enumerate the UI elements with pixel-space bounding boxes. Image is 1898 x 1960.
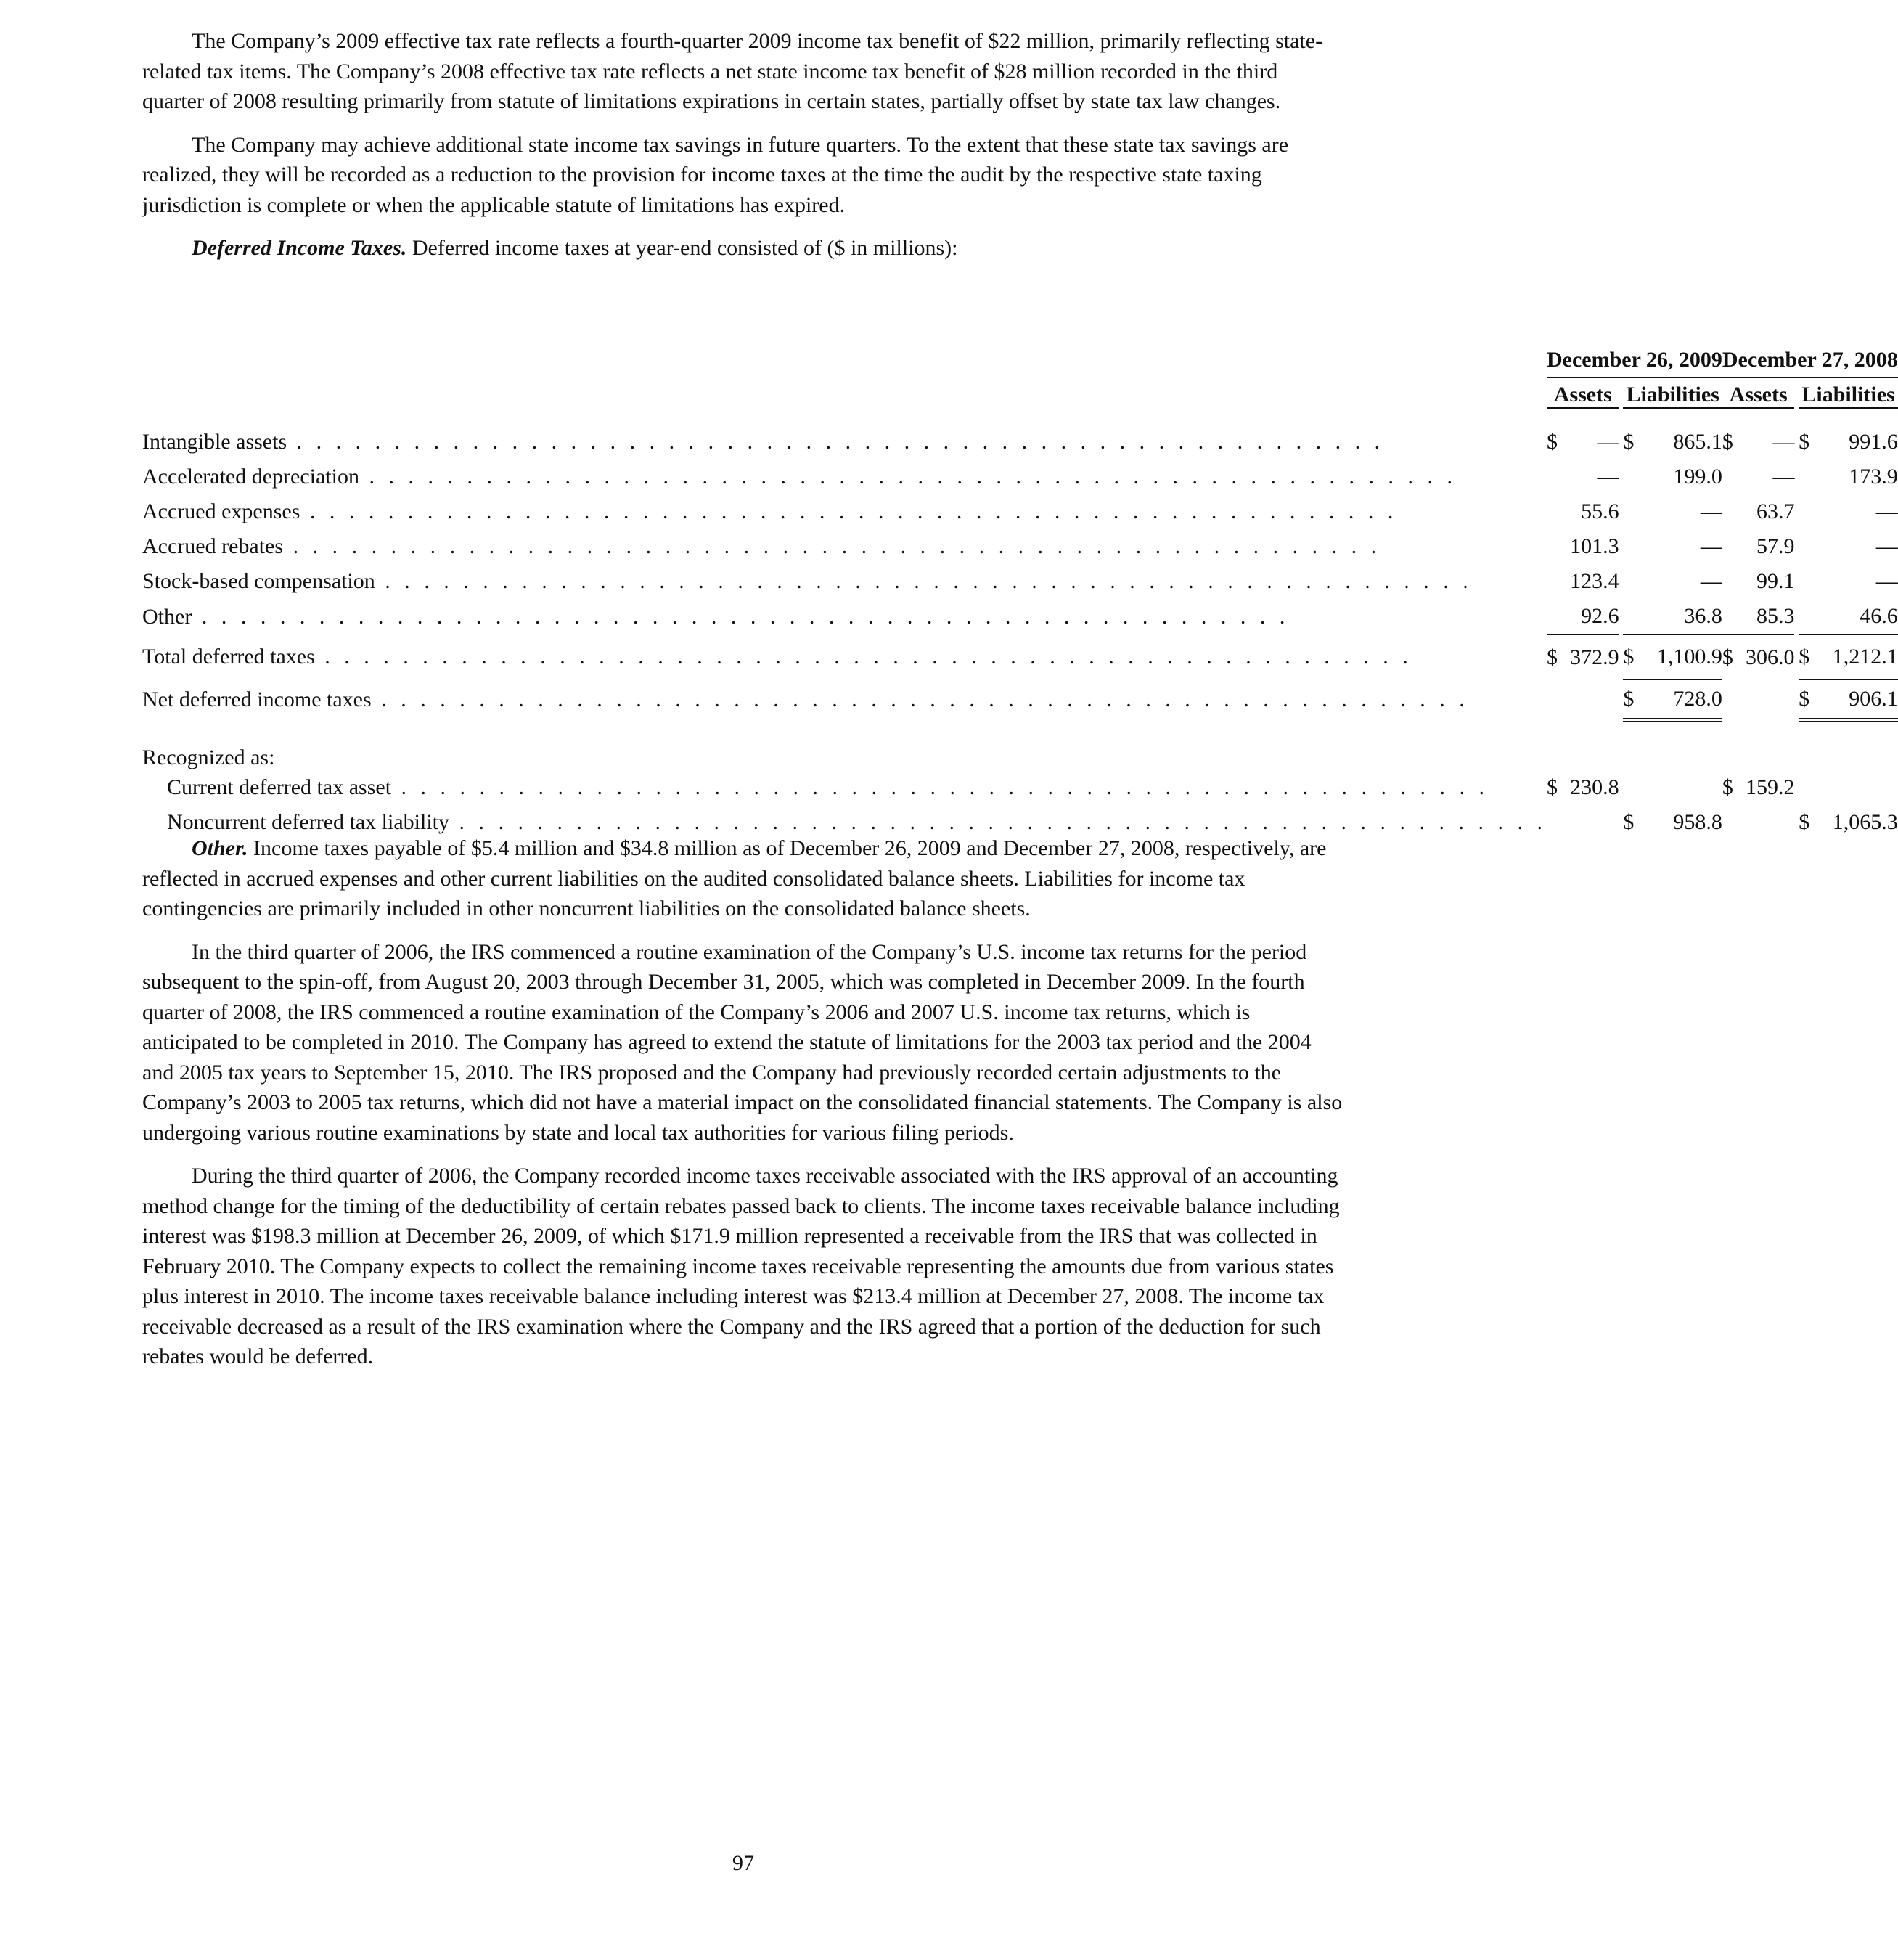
assets-2009-value: 123.4 <box>1570 569 1619 593</box>
assets-2009-value: 372.9 <box>1570 645 1619 669</box>
col-assets-2008: Assets <box>1722 383 1795 409</box>
liabilities-2009-value: 199.0 <box>1673 465 1722 489</box>
deferred-income-taxes-heading: Deferred Income Taxes. <box>192 236 407 260</box>
currency-sign: $ <box>1623 687 1635 711</box>
assets-2009-value: 92.6 <box>1581 604 1619 628</box>
liabilities-2008-value: 906.1 <box>1849 687 1898 711</box>
leader-dots: . . . . . . . . . . . . . . . . . . . . . . . . . . . . . . . . . . . . . . . . . . . . . . . . . . . . . . . . <box>371 687 1469 711</box>
currency-sign: $ <box>1799 810 1810 834</box>
paragraph-irs-examination: In the third quarter of 2006, the IRS commenced a routine examination of the Company’s U.S. income tax returns for the period subsequent to the spin-off, from August 20, 2003 through December 31, 2005, which was completed in December 2009. In the fourth quarter of 2008, the IRS commenced a routine examination of the Company’s 2006 and 2007 U.S. income tax returns, which is anticipated to be completed in 2010. The Company has agreed to extend the statute of limitations for the 2003 tax period and the 2004 and 2005 tax years to September 15, 2010. The IRS proposed and the Company had previously recorded certain adjustments to the Company’s 2003 to 2005 tax returns, which did not have a material impact on the consolidated financial statements. The Company is also undergoing various routine examinations by state and local tax authorities for various filing periods. <box>142 939 1343 1145</box>
net-row <box>142 679 1898 720</box>
assets-2008-value: 99.1 <box>1756 569 1795 593</box>
assets-2009-value: — <box>1597 465 1619 489</box>
paragraph-income-taxes-receivable: During the third quarter of 2006, the Company recorded income taxes receivable associated with the IRS approval of an accounting method change for the timing of the deductibility of certain rebates passed back to clients. The income taxes receivable balance including interest was $198.3 million at December 26, 2009, of which $171.9 million represented a receivable from the IRS that was collected in February 2010. The Company expects to collect the remaining income taxes receivable representing the amounts due from various states plus interest in 2010. The income taxes receivable balance including interest was $213.4 million at December 27, 2008. The income tax receivable decreased as a result of the IRS examination where the Company and the IRS agreed that a portion of the deduction for such rebates would be deferred. <box>142 1164 1340 1368</box>
recognized-row <box>142 720 1898 770</box>
liabilities-2008-value: 1,065.3 <box>1832 810 1898 834</box>
table-row <box>142 425 1898 460</box>
other-text: Income taxes payable of $5.4 million and $34.8 million as of December 26, 2009 and December 27, 2008, respectively, are reflected in accrued expenses and other current liabilities on the audited consolidated balance sheets. Liabilities for income tax contingencies are primarily included in other noncurrent liabilities on the consolidated balance sheets. <box>142 836 1327 920</box>
row-label: Noncurrent deferred tax liability <box>167 810 450 834</box>
currency-sign: $ <box>1623 430 1635 454</box>
row-label: Intangible assets <box>142 430 287 454</box>
assets-2008-value: 159.2 <box>1745 775 1795 799</box>
assets-2008-value: 306.0 <box>1745 645 1795 669</box>
paragraph-deferred-income-taxes <box>142 233 1343 264</box>
liabilities-2009-value: 958.8 <box>1673 810 1722 834</box>
leader-dots: . . . . . . . . . . . . . . . . . . . . . . . . . . . . . . . . . . . . . . . . . . . . . . . . . . . . . . . . <box>359 465 1457 489</box>
total-row <box>142 634 1898 679</box>
table-row <box>142 494 1898 529</box>
currency-sign: $ <box>1722 645 1733 669</box>
table-row <box>142 529 1898 564</box>
assets-2009-value: 101.3 <box>1570 534 1619 558</box>
paragraph-effective-tax-rate: The Company’s 2009 effective tax rate reflects a fourth-quarter 2009 income tax benefit of $22 million, primarily reflecting state-related tax items. The Company’s 2008 effective tax rate reflects a net state income tax benefit of $28 million recorded in the third quarter of 2008 resulting primarily from statute of limitations expirations in certain states, partially offset by state tax law changes. <box>142 29 1323 113</box>
liabilities-2008-value: — <box>1875 569 1898 593</box>
currency-sign: $ <box>1722 775 1733 799</box>
liabilities-2009-value: 1,100.9 <box>1656 645 1722 669</box>
row-label: Current deferred tax asset <box>167 775 392 799</box>
currency-sign: $ <box>1547 430 1558 454</box>
currency-sign: $ <box>1799 687 1810 711</box>
liabilities-2008-value: — <box>1875 534 1898 558</box>
assets-2009-value: — <box>1597 430 1619 454</box>
liabilities-2008-value: 991.6 <box>1849 430 1898 454</box>
period-2008-header: December 27, 2008 <box>1722 343 1898 377</box>
liabilities-2009-value: — <box>1700 499 1722 523</box>
assets-2008-value: 85.3 <box>1756 604 1795 628</box>
page-number: 97 <box>732 1851 754 1875</box>
leader-dots: . . . . . . . . . . . . . . . . . . . . . . . . . . . . . . . . . . . . . . . . . . . . . . . . . . . . . . . . <box>192 604 1290 629</box>
liabilities-2008-value: 173.9 <box>1849 465 1898 489</box>
row-label: Total deferred taxes <box>142 645 315 669</box>
col-assets-2009: Assets <box>1547 383 1619 409</box>
liabilities-2009-value: 865.1 <box>1673 430 1722 454</box>
assets-2008-value: — <box>1772 430 1795 454</box>
currency-sign: $ <box>1547 775 1558 799</box>
other-heading: Other. <box>192 836 248 860</box>
col-liabilities-2009: Liabilities <box>1623 383 1722 409</box>
currency-sign: $ <box>1722 430 1733 454</box>
leader-dots: . . . . . . . . . . . . . . . . . . . . . . . . . . . . . . . . . . . . . . . . . . . . . . . . . . . . . . . . <box>449 810 1547 834</box>
deferred-income-taxes-intro: Deferred income taxes at year-end consisted of ($ in millions): <box>406 236 958 260</box>
paragraph-other <box>142 833 1343 924</box>
liabilities-2008-value: 46.6 <box>1860 604 1898 628</box>
row-label: Accelerated depreciation <box>142 465 359 489</box>
row-label: Stock-based compensation <box>142 569 375 593</box>
current-asset-row <box>142 770 1898 805</box>
liabilities-2009-value: — <box>1700 534 1722 558</box>
assets-2008-value: 57.9 <box>1756 534 1795 558</box>
table-row <box>142 460 1898 494</box>
leader-dots: . . . . . . . . . . . . . . . . . . . . . . . . . . . . . . . . . . . . . . . . . . . . . . . . . . . . . . . . <box>300 499 1398 523</box>
period-2009-header: December 26, 2009 <box>1547 343 1722 377</box>
liabilities-2009-value: 728.0 <box>1673 687 1722 711</box>
row-label: Accrued expenses <box>142 499 300 523</box>
col-liabilities-2008: Liabilities <box>1799 383 1897 409</box>
table-row <box>142 564 1898 599</box>
document-body-lower <box>142 833 1343 1372</box>
currency-sign: $ <box>1799 645 1810 669</box>
assets-2008-value: — <box>1772 465 1795 489</box>
leader-dots: . . . . . . . . . . . . . . . . . . . . . . . . . . . . . . . . . . . . . . . . . . . . . . . . . . . . . . . . <box>391 775 1489 799</box>
document-body <box>142 26 1343 264</box>
table-row <box>142 599 1898 634</box>
leader-dots: . . . . . . . . . . . . . . . . . . . . . . . . . . . . . . . . . . . . . . . . . . . . . . . . . . . . . . . . <box>314 645 1412 669</box>
currency-sign: $ <box>1547 645 1558 669</box>
leader-dots: . . . . . . . . . . . . . . . . . . . . . . . . . . . . . . . . . . . . . . . . . . . . . . . . . . . . . . . . <box>283 534 1381 558</box>
liabilities-2008-value: — <box>1875 499 1898 523</box>
recognized-label: Recognized as: <box>142 746 275 769</box>
assets-2008-value: 63.7 <box>1756 499 1795 523</box>
row-label: Net deferred income taxes <box>142 687 372 711</box>
assets-2009-value: 55.6 <box>1581 499 1619 523</box>
currency-sign: $ <box>1623 645 1635 669</box>
currency-sign: $ <box>1623 810 1635 834</box>
assets-2009-value: 230.8 <box>1570 775 1619 799</box>
paragraph-state-tax-savings: The Company may achieve additional state income tax savings in future quarters. To the extent that these state tax savings are realized, they will be recorded as a reduction to the provision for income taxes at the time the audit by the respective state taxing jurisdiction is complete or when the applicable statute of limitations has expired. <box>142 132 1289 217</box>
leader-dots: . . . . . . . . . . . . . . . . . . . . . . . . . . . . . . . . . . . . . . . . . . . . . . . . . . . . . . . . <box>287 430 1385 454</box>
currency-sign: $ <box>1799 430 1810 454</box>
leader-dots: . . . . . . . . . . . . . . . . . . . . . . . . . . . . . . . . . . . . . . . . . . . . . . . . . . . . . . . . <box>375 569 1473 593</box>
liabilities-2009-value: — <box>1700 569 1722 593</box>
liabilities-2008-value: 1,212.1 <box>1832 645 1898 669</box>
liabilities-2009-value: 36.8 <box>1684 604 1722 628</box>
row-label: Accrued rebates <box>142 534 284 558</box>
deferred-taxes-table <box>142 343 1898 840</box>
row-label: Other <box>142 604 192 629</box>
